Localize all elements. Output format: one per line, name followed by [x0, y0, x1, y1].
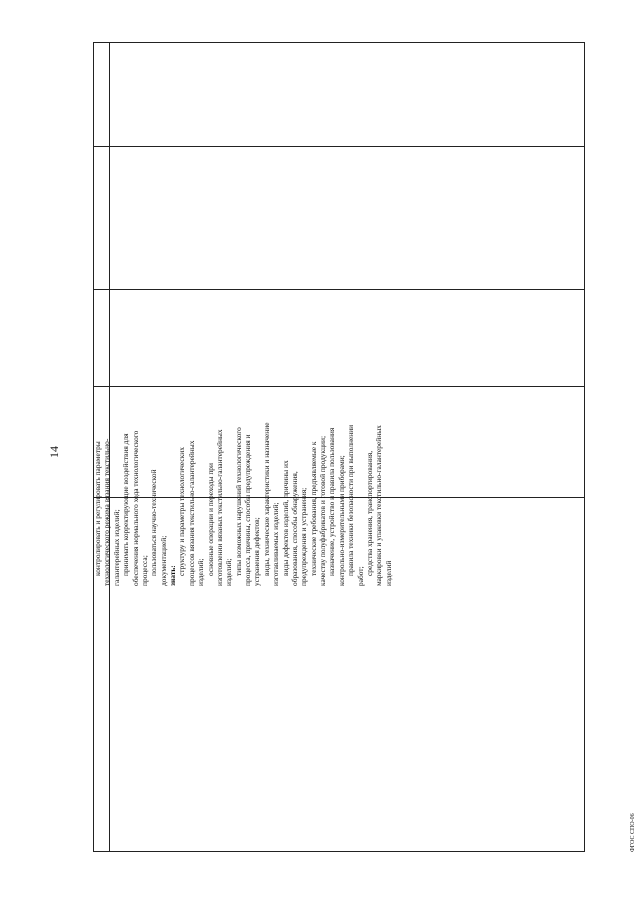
know-heading: знать: — [168, 565, 177, 586]
footer-label: ФГОС СПО-06 — [630, 813, 636, 852]
text-line: процессов вязания текстильно-галантерейных — [186, 440, 196, 586]
text-line: назначение, устройство и правила пользования — [327, 427, 337, 576]
text-line: качеству полуфабрикатов и готовой продукции; — [318, 435, 327, 586]
text-line: контролировать и регулировать параметры — [93, 441, 102, 576]
table-border-right — [584, 42, 585, 852]
text-line: галантерейных изделий; — [111, 509, 121, 586]
text-line: изготовлении вязаных текстильно-галантерейных — [214, 429, 224, 586]
text-line: работ; — [355, 566, 365, 586]
text-line: изделий; — [224, 558, 234, 586]
text-line: изготавливаемых изделий; — [271, 502, 281, 586]
text-line: образования, способы обнаружения, — [289, 471, 299, 586]
text-line: изделий — [383, 560, 393, 586]
text-line: средства хранения, транспортирования, — [364, 450, 374, 576]
text-line: пользоваться научно-технической — [149, 469, 159, 576]
text-line: устранения дефектов; — [252, 517, 262, 586]
text-line: виды дефектов изделий, причины их — [280, 460, 290, 576]
text-line: контрольно-измерительными приборами; — [336, 455, 346, 586]
text-line: виды, технические характеристики и назначение — [261, 422, 271, 576]
text-line: типы возможных нарушений технологического — [233, 427, 243, 576]
table-border-bottom — [93, 851, 585, 852]
text-line: процесса, причины, способы предупреждения и — [243, 434, 252, 586]
text-line: технологического режима вязания текстильно- — [102, 438, 112, 586]
table-cell-competencies — [93, 94, 393, 586]
page-number: 14 — [47, 446, 61, 458]
text-line: основные операции и переходы при — [205, 463, 215, 576]
text-line: процесса; — [139, 555, 149, 586]
text-line: структуру и параметры технологических — [177, 447, 187, 576]
text-line: технические требования, предъявляемые к — [308, 441, 318, 576]
text-line: маркировки и упаковки текстильно-галантерейных — [374, 425, 384, 586]
text-line: изделий; — [196, 558, 206, 586]
text-line: обеспечения нормального хода технологического — [130, 430, 140, 586]
text-line: правила техники безопасности при выполнении — [346, 424, 356, 576]
text-line: принимать корректирующие воздействия для — [121, 433, 131, 576]
text-line: предупреждения и устранения; — [299, 487, 309, 586]
text-line: документацией; — [158, 535, 168, 586]
